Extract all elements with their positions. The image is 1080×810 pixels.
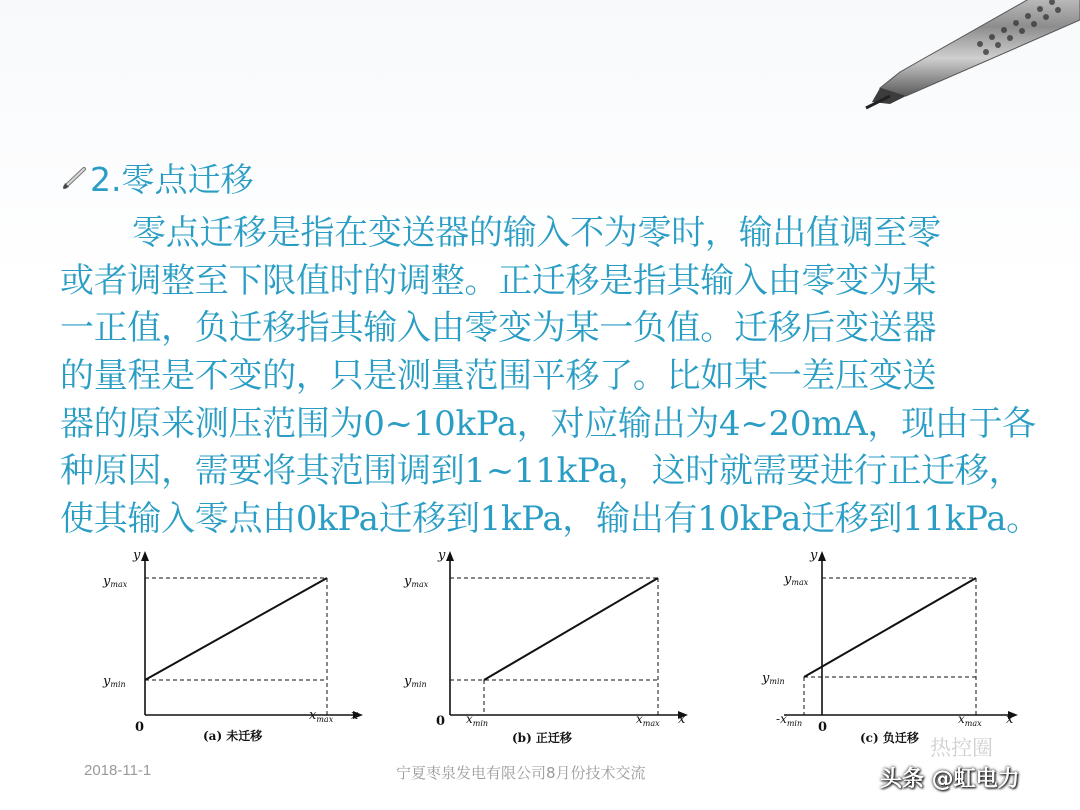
x-axis-label: x <box>351 708 359 723</box>
origin-label: 0 <box>818 720 828 735</box>
body-line: 零点迁移是指在变送器的输入不为零时，输出值调至零 <box>132 213 941 253</box>
y-axis-arrow <box>446 551 454 561</box>
y-axis-label: y <box>133 548 141 563</box>
data-line <box>484 578 658 680</box>
chart-caption: (b) 正迁移 <box>512 731 572 745</box>
ymax-label: ymax <box>404 574 429 589</box>
credit-label: 头条 @虹电力 <box>880 767 1020 792</box>
ymin-label: ymin <box>404 674 427 689</box>
xmax-label: $x_{max}$ <box>309 708 334 724</box>
body-line: 的量程是不变的，只是测量范围平移了。比如某一差压变送 <box>60 356 937 397</box>
data-line <box>145 578 327 680</box>
y-axis-arrow <box>141 551 149 561</box>
x-axis-label: x <box>1006 712 1014 727</box>
origin-label: 0 <box>135 720 145 735</box>
xmax-label: $x_{max}$ <box>636 712 660 728</box>
xmin-label: $x_{min}$ <box>466 712 489 728</box>
chart-c <box>762 545 1022 750</box>
y-axis-label: y <box>810 548 818 563</box>
x-axis-label: x <box>678 712 686 727</box>
chart-caption: (c) 负迁移 <box>860 731 919 745</box>
slide-heading <box>62 152 254 202</box>
body-line: 或者调整至下限值时的调整。正迁移是指其输入由零变为某 <box>60 260 937 301</box>
y-axis-arrow <box>818 551 826 561</box>
body-line: 种原因，需要将其范围调到1~11kPa，这时就需要进行正迁移， <box>60 451 1023 492</box>
footer-date: 2018-11-1 <box>84 762 152 779</box>
origin-label: 0 <box>436 714 446 729</box>
ymin-label: ymin <box>103 674 126 689</box>
body-paragraph <box>60 210 1040 544</box>
body-line: 器的原来测压范围为0~10kPa，对应输出为4~20mA，现由于各 <box>60 403 1036 444</box>
ymax-label: ymax <box>103 574 128 589</box>
footer-organization: 宁夏枣泉发电有限公司8月份技术交流 <box>396 764 646 782</box>
body-line: 一正值，负迁移指其输入由零变为某一负值。迁移后变送器 <box>60 308 937 349</box>
body-line: 使其输入零点由0kPa迁移到1kPa，输出有10kPa迁移到11kPa。 <box>60 499 1040 540</box>
ymax-label: ymax <box>784 572 809 587</box>
watermark: 热控圈 <box>930 736 993 760</box>
ymin-label: ymin <box>762 671 785 686</box>
pen-image <box>860 0 1080 130</box>
pencil-icon <box>62 164 88 190</box>
chart-a <box>95 545 359 750</box>
xmin-label: $-x_{min}$ <box>776 712 803 728</box>
y-axis-label: y <box>438 548 446 563</box>
xmax-label: $x_{max}$ <box>958 712 982 728</box>
heading-title: 2.零点迁移 <box>90 159 254 199</box>
chart-caption: (a) 未迁移 <box>203 729 263 743</box>
chart-b <box>400 545 686 750</box>
data-line <box>804 578 976 677</box>
